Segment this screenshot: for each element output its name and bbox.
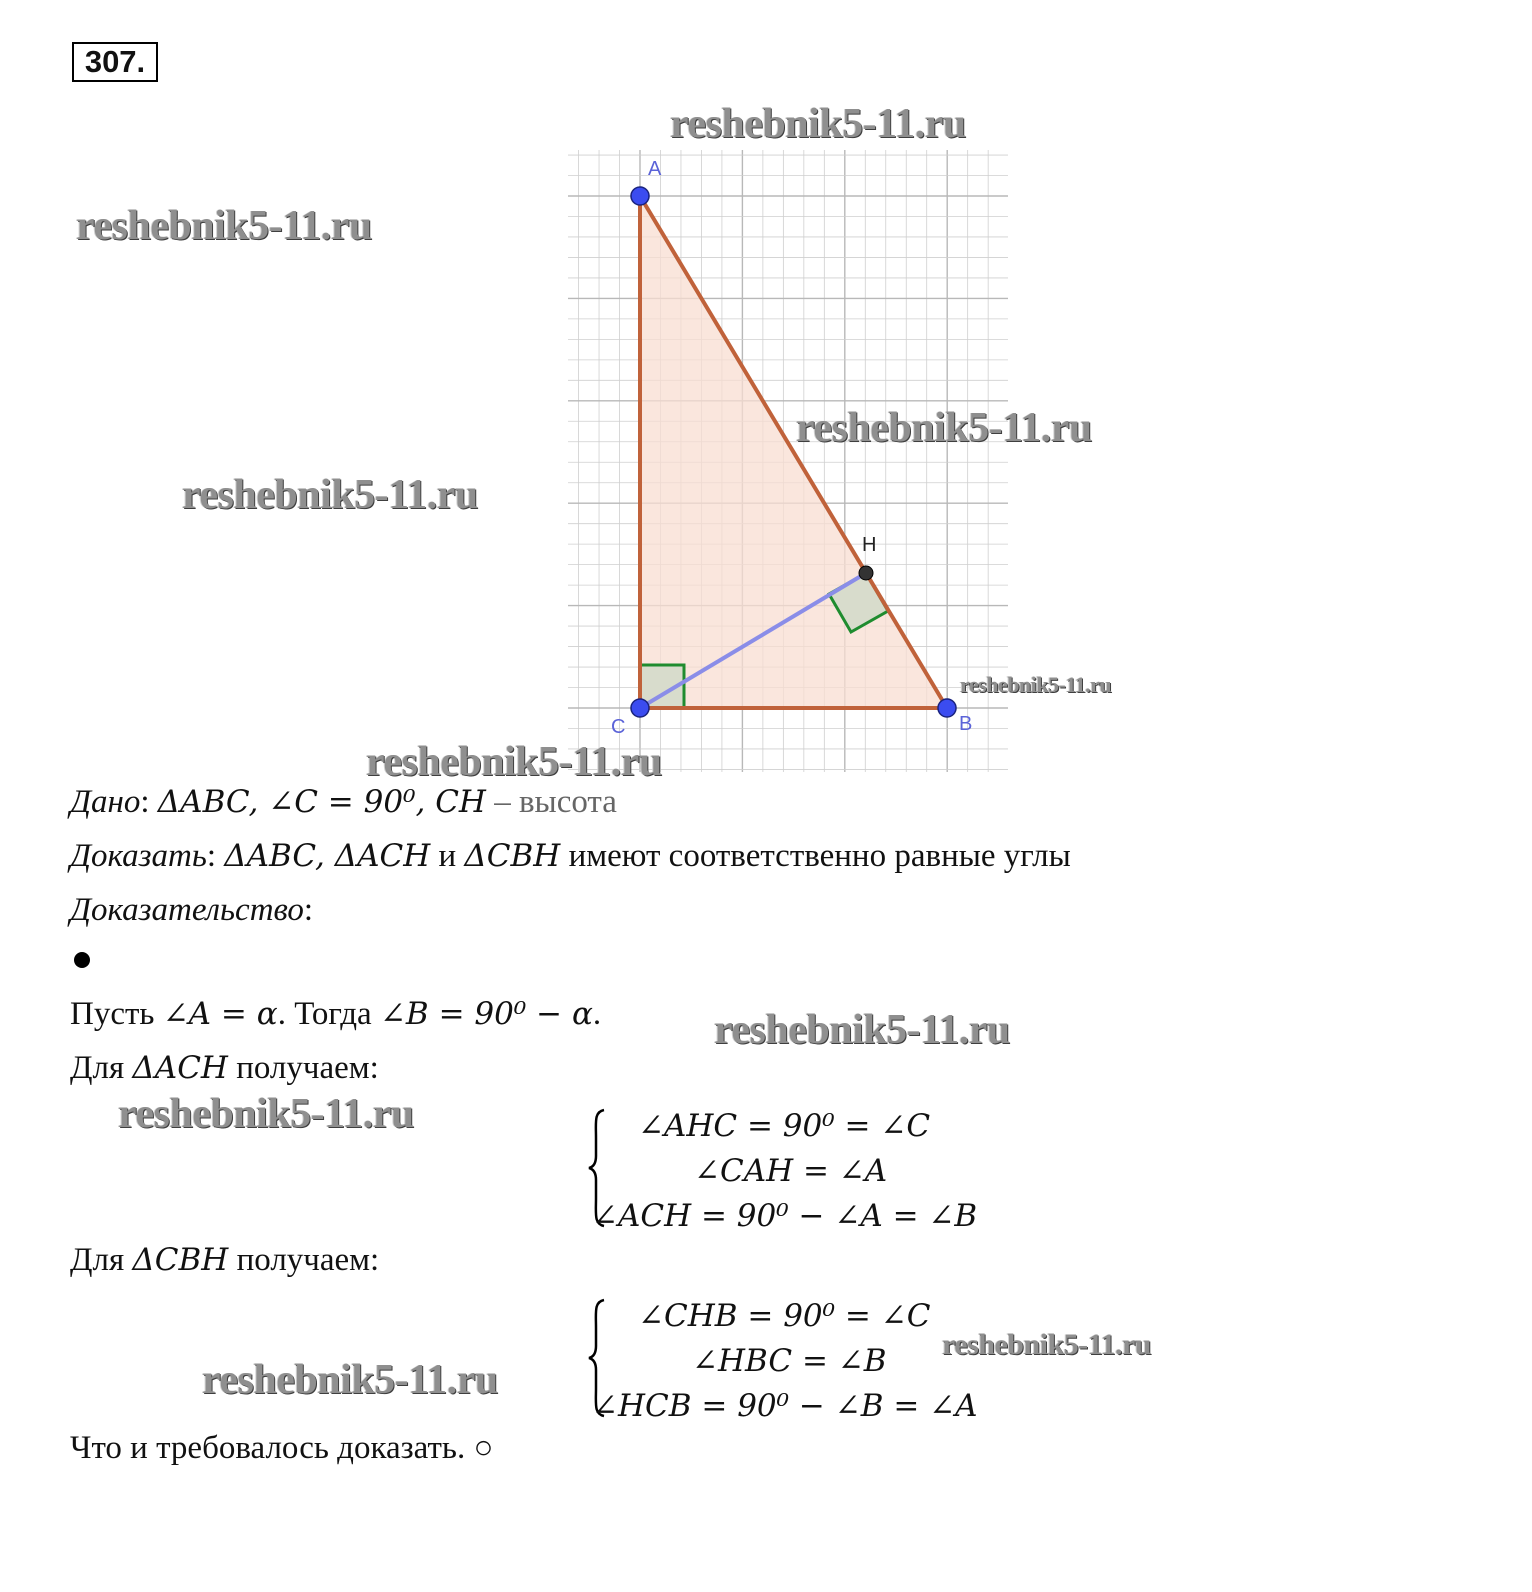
watermark: reshebnik5-11.ru	[796, 405, 1092, 451]
problem-number: 307.	[72, 42, 158, 82]
given-expression: ΔABC, ∠C = 90⁰, CH	[157, 784, 486, 820]
watermark: reshebnik5-11.ru	[960, 672, 1112, 697]
point-c	[631, 699, 649, 717]
prove-tail: имеют соответственно равные углы	[560, 838, 1071, 874]
point-b	[938, 699, 956, 717]
equation-row: ∠HCB = 90⁰ − ∠B = ∠A	[592, 1388, 978, 1424]
for-ach-text-1: Для	[70, 1050, 133, 1086]
watermark: reshebnik5-11.ru	[76, 203, 372, 249]
watermark: reshebnik5-11.ru	[366, 739, 662, 785]
prove-label: Доказать	[70, 838, 207, 874]
label-b: B	[959, 713, 973, 735]
label-c: C	[611, 716, 626, 738]
given-line: Дано: ΔABC, ∠C = 90⁰, CH – высота	[70, 784, 617, 820]
prove-and: и	[430, 838, 465, 874]
given-tail: – высота	[485, 784, 617, 820]
conclusion: Что и требовалось доказать. ○	[70, 1430, 494, 1466]
equation-row: ∠AHC = 90⁰ = ∠C	[638, 1108, 931, 1144]
watermark: reshebnik5-11.ru	[942, 1328, 1151, 1361]
bullet-point	[74, 952, 90, 968]
proof-heading: Доказательство:	[70, 892, 314, 928]
for-cbh-expression: ΔCBH	[132, 1242, 229, 1278]
let-text-2: . Тогда	[277, 996, 380, 1032]
for-cbh-text-2: получаем:	[228, 1242, 380, 1278]
label-h: H	[862, 534, 877, 556]
watermark: reshebnik5-11.ru	[202, 1357, 498, 1403]
watermark: reshebnik5-11.ru	[182, 472, 478, 518]
point-h	[859, 566, 873, 580]
for-ach-line	[70, 1050, 379, 1087]
equation-system-cbh	[588, 1298, 1008, 1422]
let-line	[70, 996, 601, 1033]
for-cbh-line	[70, 1242, 379, 1279]
let-expression-2: ∠B = 90⁰ − α	[379, 996, 593, 1032]
triangle-figure	[560, 140, 1020, 780]
equation-row: ∠CAH = ∠A	[694, 1153, 888, 1189]
watermark: reshebnik5-11.ru	[670, 101, 966, 147]
proof-label: Доказательство	[70, 892, 304, 928]
equation-system-ach	[588, 1108, 1008, 1232]
point-a	[631, 187, 649, 205]
for-cbh-text-1: Для	[70, 1242, 133, 1278]
equation-row: ∠ACH = 90⁰ − ∠A = ∠B	[592, 1198, 978, 1234]
for-ach-text-2: получаем:	[227, 1050, 379, 1086]
let-text-3: .	[592, 996, 602, 1032]
equation-row: ∠CHB = 90⁰ = ∠C	[638, 1298, 931, 1334]
watermark: reshebnik5-11.ru	[714, 1007, 1010, 1053]
prove-expression-1: ΔABC, ΔACH	[224, 838, 431, 874]
prove-line: Доказать: ΔABC, ΔACH и ΔCBH имеют соответственно равные углы	[70, 838, 1071, 874]
watermark: reshebnik5-11.ru	[118, 1091, 414, 1137]
for-ach-expression: ΔACH	[132, 1050, 228, 1086]
let-text-1: Пусть	[70, 996, 163, 1032]
equation-row: ∠HBC = ∠B	[692, 1343, 887, 1379]
given-label: Дано	[70, 784, 141, 820]
let-expression-1: ∠A = α	[162, 996, 278, 1032]
prove-expression-2: ΔCBH	[464, 838, 561, 874]
label-a: A	[648, 158, 662, 180]
